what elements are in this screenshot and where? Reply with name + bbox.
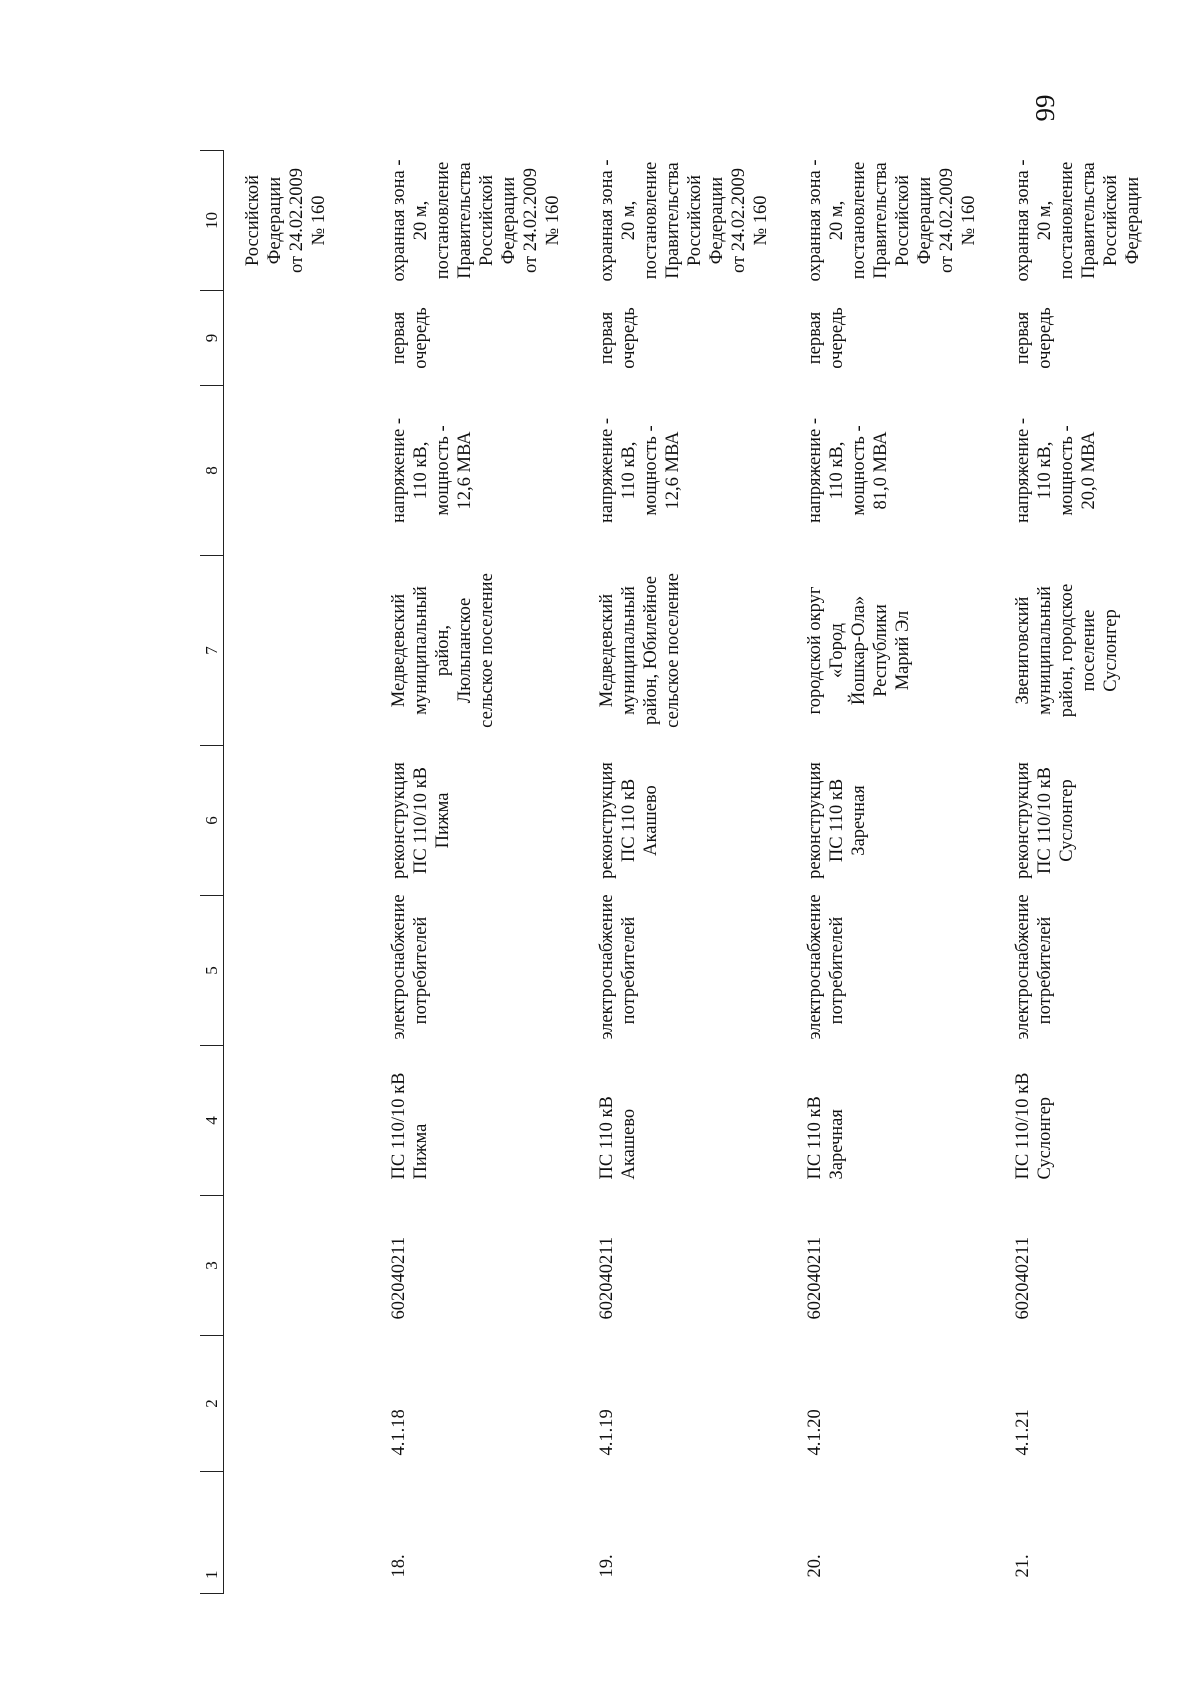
row-number-cell: 20.: [805, 1554, 825, 1578]
text-line: № 160: [543, 195, 563, 246]
header-cell: 5: [200, 896, 224, 1046]
text-line: очередь: [619, 307, 639, 369]
text-line: № 160: [751, 195, 771, 246]
header-cell: 6: [200, 746, 224, 896]
text-line: 20 м,: [411, 200, 431, 241]
protection-zone-cell: [568, 151, 776, 291]
text-line: Федерации: [499, 176, 519, 265]
text-line: муниципальный: [411, 586, 431, 715]
text-line: Правительства: [1079, 162, 1099, 279]
page-number: 99: [1030, 94, 1060, 122]
table-row: [360, 151, 568, 1594]
text-line: ПС 110/10 кВ: [1013, 1072, 1033, 1180]
text-line: Марий Эл: [893, 610, 913, 691]
purpose-cell: [776, 896, 984, 1046]
text-line: мощность -: [1057, 425, 1077, 516]
row-code-cell: 4.1.20: [805, 1409, 825, 1456]
text-line: Пижма: [411, 1123, 431, 1180]
protection-zone-cell: [984, 151, 1192, 291]
text-line: ПС 110/10 кВ: [389, 1072, 409, 1180]
text-line: напряжение -: [597, 417, 617, 524]
text-line: Суслонгер: [1057, 779, 1077, 862]
work-description-cell: [776, 746, 984, 896]
text-line: 110 кВ,: [411, 441, 431, 500]
text-line: Заречная: [849, 785, 869, 856]
protection-zone-cell: [776, 151, 984, 291]
stage-cell: [984, 291, 1192, 386]
text-line: электроснабжение: [1013, 894, 1033, 1040]
purpose-cell: [568, 896, 776, 1046]
text-line: Российской: [243, 174, 263, 267]
text-line: мощность -: [433, 425, 453, 516]
parameters-cell: [568, 386, 776, 556]
row-number-cell: 19.: [597, 1554, 617, 1578]
text-line: городской округ: [805, 586, 825, 715]
row-number-cell: 18.: [389, 1554, 409, 1578]
text-line: 12,6 МВА: [455, 431, 475, 510]
text-line: мощность -: [849, 425, 869, 516]
text-line: ПС 110 кВ: [619, 778, 639, 863]
parameters-cell: [984, 386, 1192, 556]
parameters-cell: [360, 386, 568, 556]
text-line: реконструкция: [1013, 762, 1033, 879]
text-line: «Город: [827, 623, 847, 678]
text-line: Пижма: [433, 792, 453, 849]
text-line: Российской: [685, 174, 705, 267]
text-line: 20,0 МВА: [1079, 431, 1099, 510]
text-line: Российской: [1101, 174, 1121, 267]
infrastructure-table: [200, 150, 1192, 1594]
text-line: от 24.02.2009: [937, 168, 957, 273]
text-line: от 24.02.2009: [729, 168, 749, 273]
protection-zone-cell: [360, 151, 568, 291]
text-line: ПС 110/10 кВ: [411, 767, 431, 874]
text-line: постановление: [433, 161, 453, 280]
text-line: Люльпанское: [455, 597, 475, 704]
text-line: постановление: [641, 161, 661, 280]
continuation-row: [224, 151, 361, 1594]
text-line: 20 м,: [827, 200, 847, 241]
text-line: Республики: [871, 604, 891, 697]
header-cell: 4: [200, 1046, 224, 1196]
text-line: Правительства: [871, 162, 891, 279]
text-line: от 24.02.2009: [521, 168, 541, 273]
text-line: 110 кВ,: [619, 441, 639, 500]
text-line: реконструкция: [597, 762, 617, 879]
row-code-cell: 4.1.21: [1013, 1409, 1033, 1456]
text-line: Российской: [893, 174, 913, 267]
text-line: напряжение -: [805, 417, 825, 524]
header-cell: 10: [200, 151, 224, 291]
text-line: ПС 110 кВ: [805, 1096, 825, 1180]
text-line: Федерации: [1123, 176, 1143, 265]
text-line: 20 м,: [619, 200, 639, 241]
row-code-cell: 4.1.19: [597, 1409, 617, 1456]
text-line: Йошкар-Ола»: [849, 595, 869, 706]
text-line: охранная зона -: [597, 159, 617, 282]
text-line: потребителей: [411, 916, 431, 1025]
text-line: Правительства: [663, 162, 683, 279]
text-line: № 160: [309, 195, 329, 246]
text-line: реконструкция: [389, 762, 409, 879]
location-cell: [568, 556, 776, 746]
row-number-cell: 21.: [1013, 1554, 1033, 1578]
text-line: № 160: [959, 195, 979, 246]
text-line: сельское поселение: [477, 573, 497, 728]
text-line: Медведевский: [597, 593, 617, 708]
text-line: электроснабжение: [389, 894, 409, 1040]
continuation-cell: [224, 151, 361, 291]
text-line: Федерации: [265, 176, 285, 265]
table-row: [776, 151, 984, 1594]
row-code-cell: 4.1.18: [389, 1409, 409, 1456]
text-line: район, Юбилейное: [641, 575, 661, 726]
purpose-cell: [984, 896, 1192, 1046]
object-name-cell: [984, 1046, 1192, 1196]
text-line: Федерации: [707, 176, 727, 265]
text-line: 12,6 МВА: [663, 431, 683, 510]
text-line: напряжение -: [1013, 417, 1033, 524]
text-line: Суслонгер: [1101, 609, 1121, 692]
work-description-cell: [360, 746, 568, 896]
header-cell: 1: [200, 1472, 224, 1594]
text-line: мощность -: [641, 425, 661, 516]
row-id-cell: 602040211: [597, 1236, 617, 1320]
text-line: потребителей: [1035, 916, 1055, 1025]
location-cell: [984, 556, 1192, 746]
header-cell: 3: [200, 1196, 224, 1336]
text-line: сельское поселение: [663, 573, 683, 728]
text-line: Акашево: [619, 1108, 639, 1180]
table-row: [984, 151, 1192, 1594]
object-name-cell: [568, 1046, 776, 1196]
work-description-cell: [568, 746, 776, 896]
header-cell: 9: [200, 291, 224, 386]
text-line: напряжение -: [389, 417, 409, 524]
text-line: ПС 110 кВ: [597, 1096, 617, 1180]
text-line: очередь: [1035, 307, 1055, 369]
text-line: ПС 110/10 кВ: [1035, 767, 1055, 874]
text-line: 20 м,: [1035, 200, 1055, 241]
object-name-cell: [360, 1046, 568, 1196]
text-line: Заречная: [827, 1109, 847, 1180]
header-cell: 7: [200, 556, 224, 746]
text-line: поселение: [1079, 609, 1099, 692]
text-line: Звениговский: [1013, 596, 1033, 705]
object-name-cell: [776, 1046, 984, 1196]
text-line: электроснабжение: [805, 894, 825, 1040]
text-line: Правительства: [455, 162, 475, 279]
text-line: Медведевский: [389, 593, 409, 708]
text-line: потребителей: [619, 916, 639, 1025]
text-line: ПС 110 кВ: [827, 778, 847, 863]
table-row: [568, 151, 776, 1594]
text-line: очередь: [411, 307, 431, 369]
text-line: очередь: [827, 307, 847, 369]
text-line: постановление: [849, 161, 869, 280]
text-line: Федерации: [915, 176, 935, 265]
text-line: район, городское: [1057, 583, 1077, 718]
row-id-cell: 602040211: [1013, 1236, 1033, 1320]
text-line: первая: [805, 311, 825, 365]
text-line: первая: [597, 311, 617, 365]
text-line: 110 кВ,: [827, 441, 847, 500]
text-line: 110 кВ,: [1035, 441, 1055, 500]
location-cell: [776, 556, 984, 746]
header-cell: 2: [200, 1336, 224, 1472]
text-line: электроснабжение: [597, 894, 617, 1040]
row-id-cell: 602040211: [805, 1236, 825, 1320]
text-line: район,: [433, 624, 453, 677]
text-line: муниципальный: [619, 586, 639, 715]
stage-cell: [776, 291, 984, 386]
header-cell: 8: [200, 386, 224, 556]
text-line: Российской: [477, 174, 497, 267]
text-line: муниципальный: [1035, 586, 1055, 715]
stage-cell: [568, 291, 776, 386]
row-id-cell: 602040211: [389, 1236, 409, 1320]
work-description-cell: [984, 746, 1192, 896]
text-line: реконструкция: [805, 762, 825, 879]
text-line: постановление: [1057, 161, 1077, 280]
text-line: потребителей: [827, 916, 847, 1025]
text-line: охранная зона -: [1013, 159, 1033, 282]
purpose-cell: [360, 896, 568, 1046]
text-line: Акашево: [641, 785, 661, 856]
text-line: от 24.02.2009: [287, 168, 307, 273]
text-line: охранная зона -: [805, 159, 825, 282]
stage-cell: [360, 291, 568, 386]
text-line: 81,0 МВА: [871, 431, 891, 510]
text-line: первая: [389, 311, 409, 365]
text-line: Суслонгер: [1035, 1096, 1055, 1180]
parameters-cell: [776, 386, 984, 556]
text-line: первая: [1013, 311, 1033, 365]
location-cell: [360, 556, 568, 746]
text-line: охранная зона -: [389, 159, 409, 282]
header-row: [200, 151, 224, 1594]
